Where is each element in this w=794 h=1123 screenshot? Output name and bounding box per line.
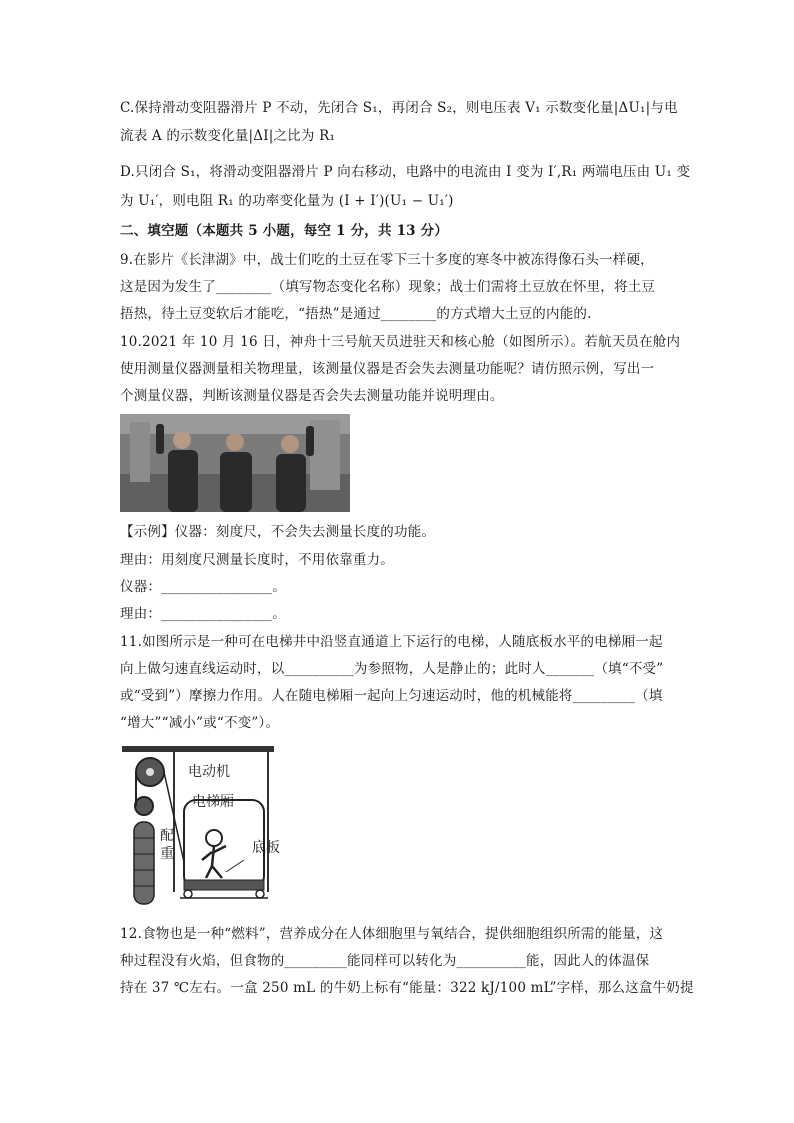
q11-line1: 11.如图所示是一种可在电梯井中沿竖直通道上下运行的电梯，人随底板水平的电梯厢一起 (120, 634, 663, 650)
q11-line3: 或“受到”）摩擦力作用。人在随电梯厢一起向上匀速运动时，他的机械能将_________（填 (120, 688, 663, 704)
q10-line1: 10.2021 年 10 月 16 日，神舟十三号航天员进驻天和核心舱（如图所示）。若航天员在舱内 (120, 334, 681, 350)
option-d-line1: D.只闭合 S₁，将滑动变阻器滑片 P 向右移动，电路中的电流由 I 变为 I′,R₁ 两端电压由 U₁ 变 (120, 164, 691, 180)
option-c-line2: 流表 A 的示数变化量|ΔI|之比为 R₁ (120, 128, 336, 144)
q12-line3: 持在 37 ℃左右。一盒 250 mL 的牛奶上标有“能量：322 kJ/100 mL”字样，那么这盒牛奶提 (120, 980, 694, 996)
counterweight-label-2: 重 (160, 846, 174, 862)
floor-label: 底板 (252, 840, 280, 856)
q9-line2: 这是因为发生了________（填写物态变化名称）现象；战士们需将土豆放在怀里，将土豆 (120, 279, 656, 295)
option-c-line1: C.保持滑动变阻器滑片 P 不动，先闭合 S₁，再闭合 S₂，则电压表 V₁ 示数变化量|ΔU₁|与电 (120, 100, 678, 116)
q12-line2: 种过程没有火焰，但食物的_________能同样可以转化为__________能，因此人的体温保 (120, 953, 650, 969)
q9-line3: 捂热，待土豆变软后才能吃，“捂热”是通过________的方式增大土豆的内能的. (120, 306, 592, 322)
motor-label: 电动机 (188, 764, 230, 780)
example-reason: 理由：用刻度尺测量长度时，不用依靠重力。 (120, 552, 394, 568)
astronauts-photo (120, 414, 350, 512)
elevator-diagram (118, 742, 298, 910)
reason-blank: 理由：________________。 (120, 606, 286, 622)
q10-line3: 个测量仪器，判断该测量仪器是否会失去测量功能并说明理由。 (120, 388, 504, 404)
example-instrument: 【示例】仪器：刻度尺，不会失去测量长度的功能。 (120, 524, 436, 540)
q12-line1: 12.食物也是一种“燃料”，营养成分在人体细胞里与氧结合，提供细胞组织所需的能量，这 (120, 926, 664, 942)
cabin-label: 电梯厢 (192, 794, 234, 810)
counterweight-label-1: 配 (160, 828, 174, 844)
section-heading: 二、填空题（本题共 5 小题，每空 1 分，共 13 分） (120, 223, 449, 239)
instrument-blank: 仪器：________________。 (120, 579, 286, 595)
q11-line4: “增大”“减小”或“不变”）。 (120, 715, 280, 731)
q10-line2: 使用测量仪器测量相关物理量，该测量仪器是否会失去测量功能呢？请仿照示例，写出一 (120, 361, 655, 377)
q9-line1: 9.在影片《长津湖》中，战士们吃的土豆在零下三十多度的寒冬中被冻得像石头一样硬， (120, 252, 654, 268)
option-d-line2: 为 U₁′，则电阻 R₁ 的功率变化量为 (I + I′)(U₁ − U₁′) (120, 193, 454, 209)
q11-line2: 向上做匀速直线运动时，以__________为参照物，人是静止的；此时人_______（填“不受” (120, 661, 664, 677)
